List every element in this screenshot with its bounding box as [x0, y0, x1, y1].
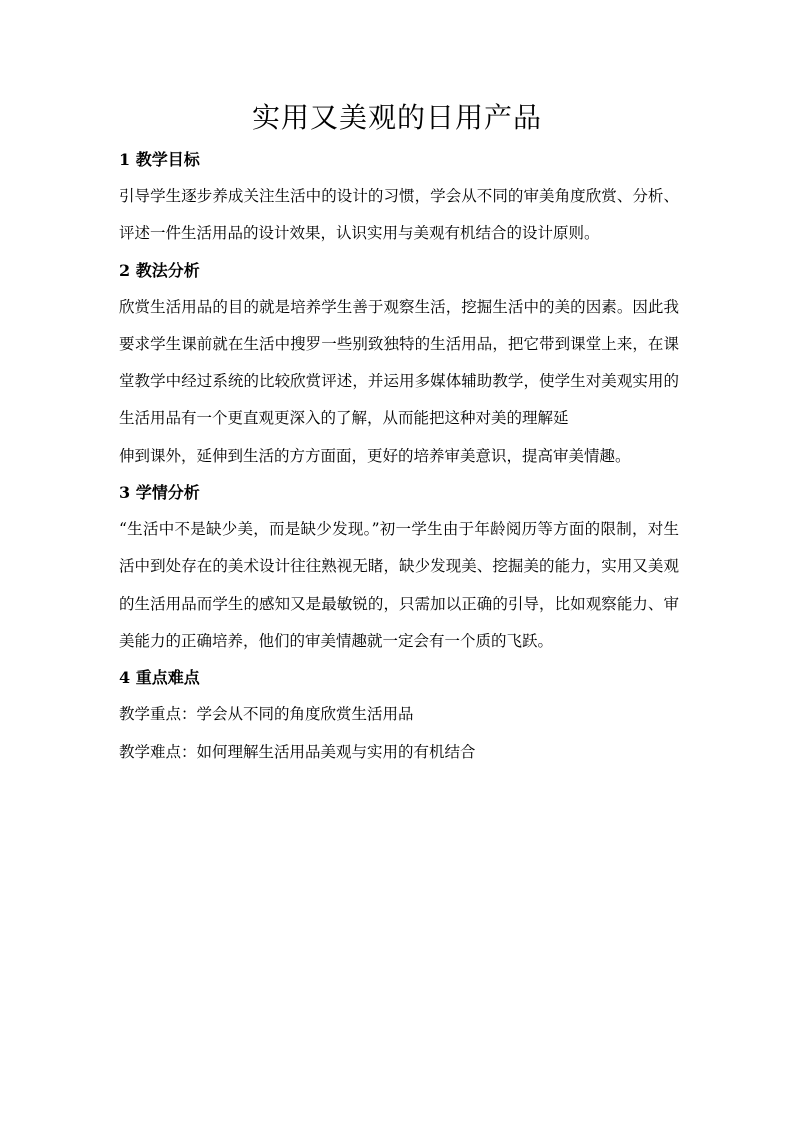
section-heading-student-analysis: 3 学情分析: [119, 483, 200, 503]
section-body-teaching-method-continued: 伸到课外，延伸到生活的方方面面，更好的培养审美意识，提高审美情趣。: [119, 446, 631, 465]
section-heading-teaching-method: 2 教法分析: [119, 260, 200, 280]
section-heading-key-points: 4 重点难点: [119, 668, 200, 688]
section-body-teaching-method: 欣赏生活用品的目的就是培养学生善于观察生活，挖掘生活中的美的因素。因此我要求学生课前就在生活中搜罗一些别致独特的生活用品，把它带到课堂上来，在课堂教学中经过系统的比较欣赏评述，并运用多媒体辅助教学，使学生对美观实用的生活用品有一个更直观更深入的了解，从而能把这种对美的理解延: [119, 297, 679, 428]
document-body: [119, 142, 679, 771]
difficult-point-line: 教学难点：如何理解生活用品美观与实用的有机结合: [119, 742, 476, 761]
document-title: 实用又美观的日用产品: [251, 101, 542, 134]
key-point-line: 教学重点：学会从不同的角度欣赏生活用品: [119, 705, 414, 724]
section-heading-objectives: 1 教学目标: [119, 150, 200, 169]
section-body-student-analysis: “生活中不是缺少美，而是缺少发现。”初一学生由于年龄阅历等方面的限制，对生活中到处存在的美术设计往往熟视无睹，缺少发现美、挖掘美的能力，实用又美观的生活用品而学生的感知又是最敏锐的，只需加以正确的引导，比如观察能力、审美能力的正确培养，他们的审美情趣就一定会有一个质的飞跃。: [119, 520, 679, 650]
section-body-objectives: 引导学生逐步养成关注生活中的设计的习惯，学会从不同的审美角度欣赏、分析、评述一件生活用品的设计效果，认识实用与美观有机结合的设计原则。: [119, 187, 679, 243]
